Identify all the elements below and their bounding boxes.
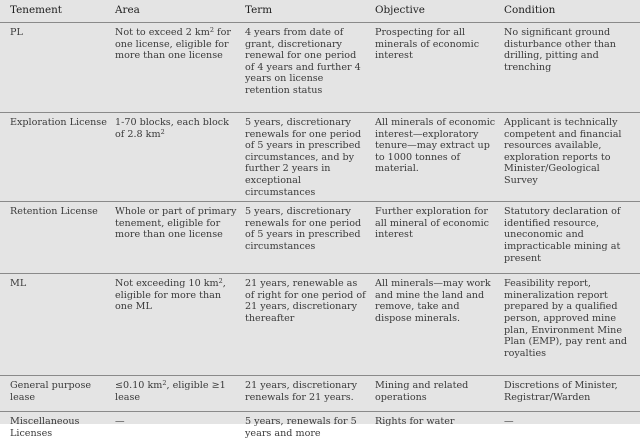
header-area: Area bbox=[111, 0, 241, 23]
cell-objective: All minerals—may work and mine the land and remove, take and dispose minerals. bbox=[371, 274, 500, 376]
table-row bbox=[0, 23, 640, 113]
cell-tenement: PL bbox=[0, 23, 111, 113]
table-row bbox=[0, 412, 640, 442]
table-row bbox=[0, 274, 640, 376]
cell-area: Not to exceed 2 $km^2$ for one license, eligible for more than one license bbox=[111, 23, 241, 113]
cell-area: Whole or part of primary tenement, eligible for more than one license bbox=[111, 202, 241, 274]
cell-objective: Further exploration for all mineral of economic interest bbox=[371, 202, 500, 274]
cell-condition: — bbox=[504, 416, 514, 428]
cell-term: 21 years, renewable as of right for one period of 21 years, discretionary thereafter bbox=[241, 274, 371, 376]
cell-condition: No significant ground disturbance other than drilling, pitting and trenching bbox=[500, 23, 640, 113]
header-condition: Condition bbox=[500, 0, 640, 23]
cell-objective: Mining and related operations bbox=[371, 376, 500, 412]
cell-tenement: Miscellaneous Licenses bbox=[10, 416, 80, 439]
cell-objective: Rights for water bbox=[375, 416, 455, 428]
cell-objective: Prospecting for all minerals of economic interest bbox=[371, 23, 500, 113]
cell-condition: Statutory declaration of identified resource, uneconomic and impracticable mining at present bbox=[500, 202, 640, 274]
cell-area: 1-70 blocks, each block of 2.8 $km^2$ bbox=[111, 113, 241, 202]
header-objective: Objective bbox=[371, 0, 500, 23]
cell-objective: All minerals of economic interest—exploratory tenure—may extract up to 1000 tonnes of material. bbox=[371, 113, 500, 202]
cell-term: 5 years, discretionary renewals for one period of 5 years in prescribed circumstances bbox=[241, 202, 371, 274]
cell-area: — bbox=[115, 416, 125, 428]
header-term: Term bbox=[241, 0, 371, 23]
header-tenement: Tenement bbox=[0, 0, 111, 23]
cell-area: Not exceeding 10 $km^2$, eligible for more than one ML bbox=[111, 274, 241, 376]
cell-term: 5 years, discretionary renewals for one period of 5 years in prescribed circumstances, and by further 2 years in exceptional circumstances bbox=[241, 113, 371, 202]
table-header-row bbox=[0, 0, 640, 23]
cell-condition: Feasibility report, mineralization report prepared by a qualified person, approved mine plan, Environment Mine Plan (EMP), pay rent and royalties bbox=[500, 274, 640, 376]
cell-tenement: General purpose lease bbox=[0, 376, 111, 412]
cell-tenement: Retention License bbox=[0, 202, 111, 274]
cell-tenement: Exploration License bbox=[0, 113, 111, 202]
cell-condition: Discretions of Minister, Registrar/Warden bbox=[500, 376, 640, 412]
cell-term: 4 years from date of grant, discretionary renewal for one period of 4 years and further 4 years on license retention status bbox=[241, 23, 371, 113]
cell-term: 21 years, discretionary renewals for 21 years. bbox=[241, 376, 371, 412]
table-row bbox=[0, 376, 640, 412]
cell-area: ≤0.10 $km^2$, eligible ≥1 lease bbox=[111, 376, 241, 412]
cell-tenement: ML bbox=[0, 274, 111, 376]
cell-condition: Applicant is technically competent and financial resources available, exploration reports to Minister/Geological Survey bbox=[500, 113, 640, 202]
cell-term: 5 years, renewals for 5 years and more bbox=[245, 416, 357, 439]
table-row bbox=[0, 113, 640, 202]
table-row bbox=[0, 202, 640, 274]
